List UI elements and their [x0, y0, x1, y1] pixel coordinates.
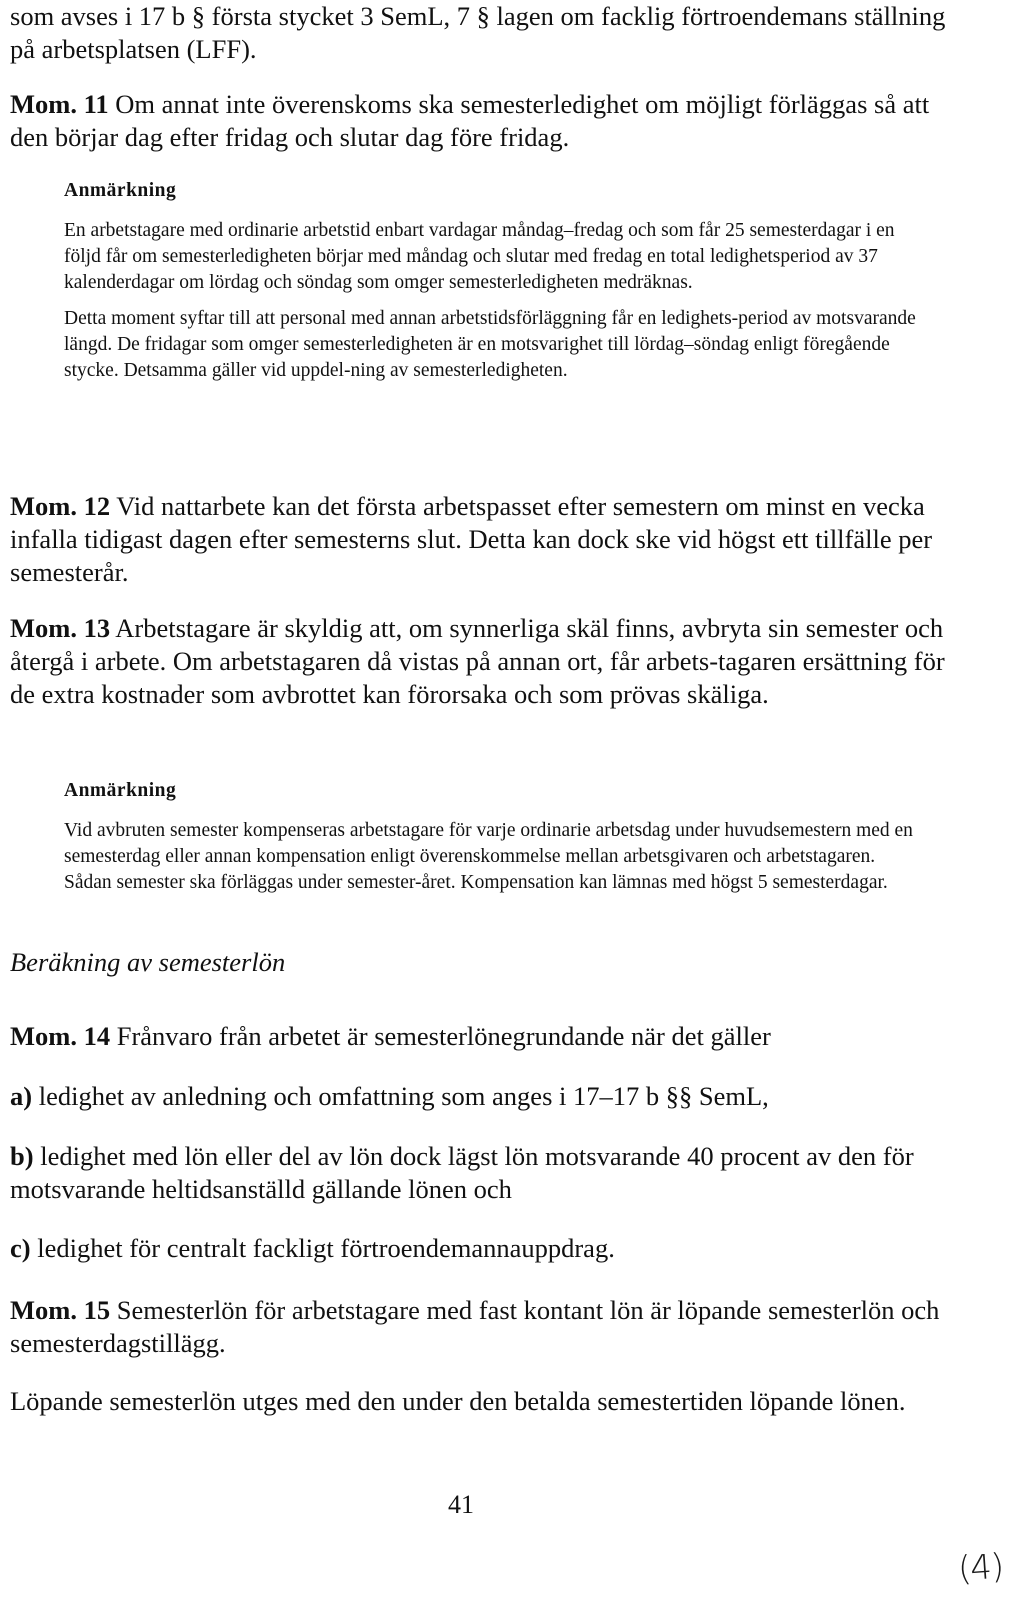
mom14-label: Mom. 14 — [10, 1021, 111, 1051]
note-1 — [64, 178, 924, 384]
handwritten-mark: (4) — [956, 1546, 1005, 1590]
mom15-text: Semesterlön för arbetstagare med fast kontant lön är löpande semesterlön och semesterdagstillägg. — [10, 1295, 940, 1358]
mom12-paragraph — [10, 490, 970, 589]
note-2 — [64, 778, 924, 896]
mom14-item-a-label: a) — [10, 1081, 33, 1111]
mom14-item-b — [10, 1140, 970, 1206]
note-2-paragraph-1: Vid avbruten semester kompenseras arbetstagare för varje ordinarie arbetsdag under huvudsemestern med en semesterdag eller annan kompensation enligt överenskommelse mellan arbetsgivaren och arbetstagaren. Sådan semester ska förläggas under semester-året. Kompensation kan lämnas med högst 5 semesterdagar. — [64, 820, 913, 893]
mom13-text: Arbetstagare är skyldig att, om synnerliga skäl finns, avbryta sin semester och återgå i arbete. Om arbetstagaren då vistas på annan ort, får arbets-tagaren ersättning för de extra kostnader som avbrottet kan förorsaka och som prövas skäliga. — [10, 613, 945, 709]
mom13-label: Mom. 13 — [10, 613, 111, 643]
mom13-paragraph — [10, 612, 970, 711]
mom11-label: Mom. 11 — [10, 89, 109, 119]
mom14-item-b-text: ledighet med lön eller del av lön dock lägst lön motsvarande 40 procent av den för motsvarande heltidsanställd gällande lönen och — [10, 1141, 914, 1204]
mom14-paragraph — [10, 1020, 970, 1053]
mom15-paragraph — [10, 1294, 970, 1360]
mom15-paragraph-2: Löpande semesterlön utges med den under den betalda semestertiden löpande lönen. — [10, 1386, 906, 1416]
page-number: 41 — [448, 1490, 474, 1519]
mom14-item-a — [10, 1080, 970, 1113]
mom14-item-c-text: ledighet för centralt fackligt förtroendemannauppdrag. — [37, 1233, 615, 1263]
mom14-item-a-text: ledighet av anledning och omfattning som anges i 17–17 b §§ SemL, — [38, 1081, 769, 1111]
mom14-item-b-label: b) — [10, 1141, 34, 1171]
intro-paragraph: som avses i 17 b § första stycket 3 SemL, 7 § lagen om facklig förtroendemans ställning på arbetsplatsen (LFF). — [10, 1, 946, 64]
mom12-text: Vid nattarbete kan det första arbetspasset efter semestern om minst en vecka infalla tidigast dagen efter semesterns slut. Detta kan dock ske vid högst ett tillfälle per semesterår. — [10, 491, 933, 587]
mom14-text: Frånvaro från arbetet är semesterlönegrundande när det gäller — [116, 1021, 771, 1051]
mom11-text: Om annat inte överenskoms ska semesterledighet om möjligt förläggas så att den börjar dag efter fridag och slutar dag före fridag. — [10, 89, 930, 152]
mom12-label: Mom. 12 — [10, 491, 111, 521]
mom14-item-c-label: c) — [10, 1233, 31, 1263]
note-1-paragraph-2: Detta moment syftar till att personal med annan arbetstidsförläggning får en ledighets-period av motsvarande längd. De fridagar som omger semesterledigheten är en motsvarighet till lördag–söndag enligt föregående stycke. Detsamma gäller vid uppdel-ning av semesterledigheten. — [64, 308, 916, 381]
section-title: Beräkning av semesterlön — [10, 947, 286, 977]
mom11-paragraph — [10, 88, 970, 154]
mom14-item-c — [10, 1232, 970, 1265]
mom15-label: Mom. 15 — [10, 1295, 111, 1325]
note-2-heading: Anmärkning — [64, 780, 177, 801]
note-1-paragraph-1: En arbetstagare med ordinarie arbetstid enbart vardagar måndag–fredag och som får 25 semesterdagar i en följd får om semesterledigheten börjar med måndag och slutar med fredag en total ledighetsperiod av 37 kalenderdagar om lördag och söndag som omger semesterledigheten medräknas. — [64, 220, 895, 293]
note-1-heading: Anmärkning — [64, 180, 177, 201]
